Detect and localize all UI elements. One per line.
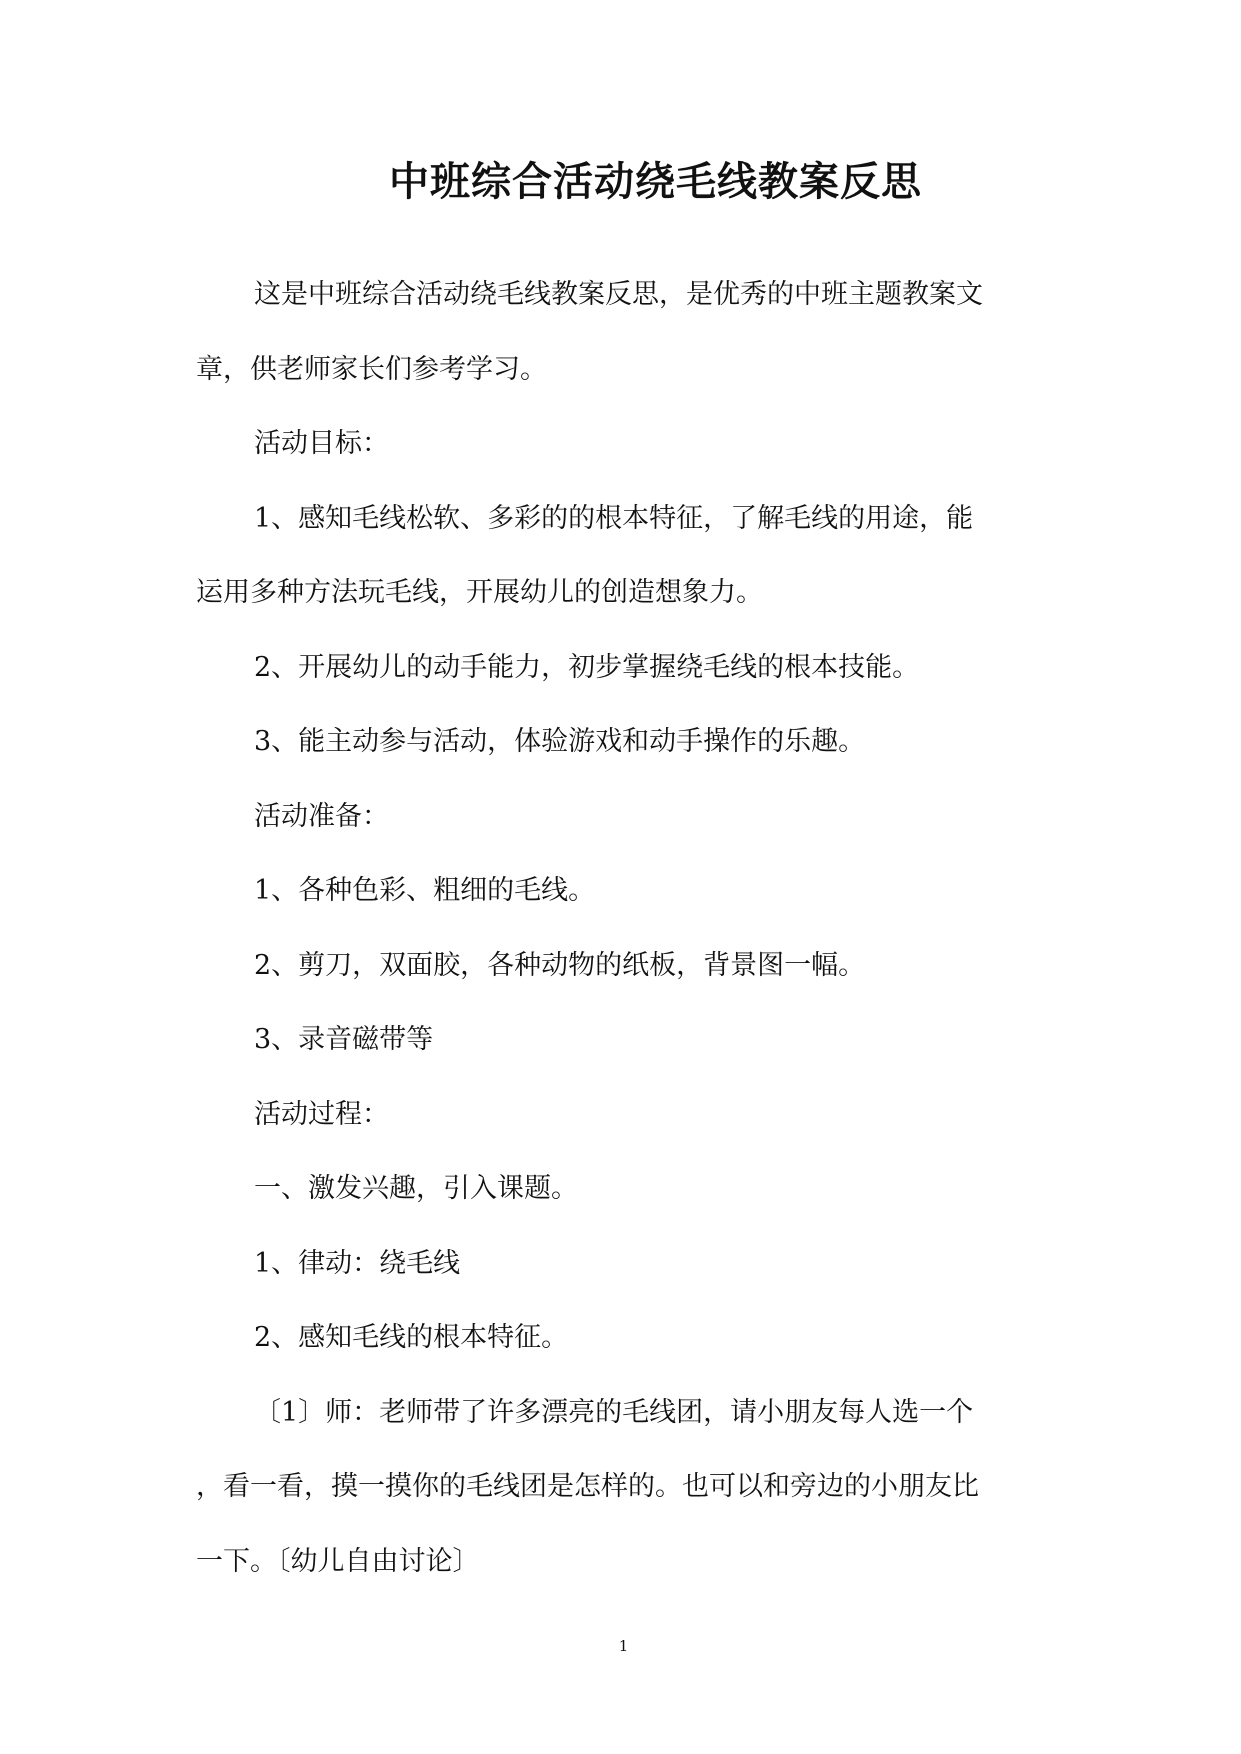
paragraph: 2、剪刀，双面胶，各种动物的纸板，背景图一幅。: [254, 949, 866, 981]
paragraph: 2、开展幼儿的动手能力，初步掌握绕毛线的根本技能。: [254, 651, 920, 683]
paragraph: 3、录音磁带等: [254, 1024, 434, 1055]
paragraph: 这是中班综合活动绕毛线教案反思，是优秀的中班主题教案文: [254, 279, 983, 310]
section-heading-preparation: 活动准备：: [254, 800, 389, 832]
paragraph: 1、律动：绕毛线: [254, 1247, 461, 1279]
paragraph: 3、能主动参与活动，体验游戏和动手操作的乐趣。: [254, 726, 866, 757]
section-heading-goals: 活动目标：: [254, 428, 389, 459]
paragraph: 章，供老师家长们参考学习。: [196, 353, 547, 385]
paragraph: 一下。〔幼儿自由讨论〕: [196, 1545, 480, 1577]
paragraph: 1、各种色彩、粗细的毛线。: [254, 875, 596, 906]
document-title: 中班综合活动绕毛线教案反思: [389, 158, 922, 205]
section-heading-process: 活动过程：: [254, 1098, 389, 1130]
document-body: [196, 258, 1046, 1599]
page-number: 1: [618, 1637, 629, 1655]
paragraph: 2、感知毛线的根本特征。: [254, 1322, 569, 1353]
paragraph: 一、激发兴趣，引入课题。: [254, 1173, 578, 1204]
paragraph: 运用多种方法玩毛线，开展幼儿的创造想象力。: [196, 577, 763, 608]
paragraph: 1、感知毛线松软、多彩的的根本特征，了解毛线的用途，能: [254, 502, 974, 534]
paragraph: ，看一看，摸一摸你的毛线团是怎样的。也可以和旁边的小朋友比: [196, 1471, 979, 1502]
paragraph: 〔1〕师：老师带了许多漂亮的毛线团，请小朋友每人选一个: [254, 1396, 974, 1428]
